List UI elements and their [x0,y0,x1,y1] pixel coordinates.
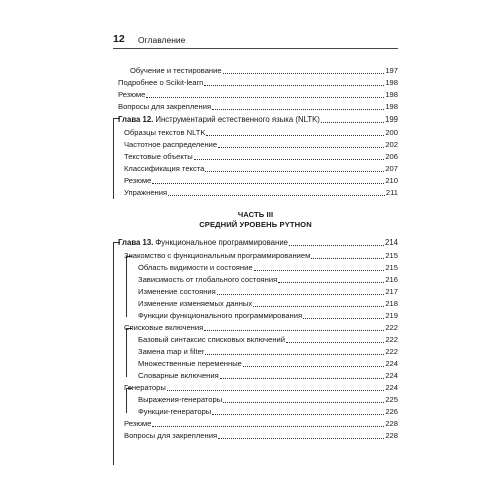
dot-leader [194,158,385,160]
dot-leader [223,401,384,403]
toc-entry-page: 215 [385,263,398,272]
part-label: ЧАСТЬ III [237,210,274,219]
dot-leader [204,329,384,331]
dot-leader [146,96,384,98]
toc-entry-page: 222 [385,335,398,344]
toc-entry[interactable] [124,186,398,199]
toc-entry-title: Функции-генераторы [138,407,212,416]
toc-entry-title: Знакомство с функциональным программированием [124,251,311,260]
toc-entry-title: Зависимость от глобального состояния [138,275,278,284]
toc-entry-page: 200 [385,128,398,137]
dot-leader [254,269,385,271]
dot-leader [212,108,384,110]
dot-leader [303,317,384,319]
toc-entry-page: 226 [385,407,398,416]
dot-leader [243,365,384,367]
toc-entry-title: Резюме [118,90,146,99]
chapter-bracket [113,242,120,465]
toc-entry-page: 224 [385,383,398,392]
toc-entry-page: 216 [385,275,398,284]
dot-leader [321,121,384,123]
chapter-label: Глава 13. [118,238,154,247]
toc-entry-title: Вопросы для закрепления [124,431,218,440]
toc-entry-title: Частотное распределение [124,140,218,149]
toc-entry-page: 228 [385,431,398,440]
dot-leader [212,413,384,415]
toc-entry-title: Генераторы [124,383,166,392]
dot-leader [253,305,384,307]
toc-entry-page: 224 [385,359,398,368]
dot-leader [152,182,384,184]
part-title: СРЕДНИЙ УРОВЕНЬ PYTHON [199,220,312,229]
toc-entry-title: Замена map и filter [138,347,205,356]
dot-leader [152,425,384,427]
toc-entry-page: 198 [385,90,398,99]
toc-entry-page: 207 [385,164,398,173]
toc-entry-page: 224 [385,371,398,380]
dot-leader [218,437,384,439]
toc-entry-title: Базовый синтаксис списковых включений [138,335,286,344]
toc-entry-title: Изменение состояния [138,287,216,296]
chapter-page: 199 [384,115,398,124]
toc-entry-title: Обучение и тестирование [130,66,222,75]
toc-entry-title: Подробнее о Scikit-learn [118,78,204,87]
toc-entry-page: 210 [385,176,398,185]
toc-entry-page: 225 [385,395,398,404]
dot-leader [168,194,385,196]
dot-leader [223,72,385,74]
toc-entry-title: Текстовые объекты [124,152,193,161]
toc-entry-page: 215 [385,251,398,260]
chapter-entry[interactable] [118,236,398,249]
toc-entry-page: 228 [385,419,398,428]
dot-leader [217,293,385,295]
toc-entry-page: 219 [385,311,398,320]
chapter-label: Глава 12. [118,115,154,124]
toc-entry-page: 198 [385,78,398,87]
dot-leader [311,257,384,259]
dot-leader [204,84,384,86]
chapter-page: 214 [384,238,398,247]
section-bracket [126,328,132,377]
running-title: Оглавление [138,35,186,45]
dot-leader [286,341,384,343]
chapter-title: Инструментарий естественного языка (NLTK) [155,115,320,124]
dot-leader [205,353,384,355]
dot-leader [278,281,384,283]
toc-entry-page: 222 [385,347,398,356]
toc-entry-page: 217 [385,287,398,296]
toc-entry[interactable] [124,429,398,442]
toc-entry-title: Выражения-генераторы [138,395,223,404]
section-bracket [126,256,132,317]
toc-entry-title: Классификация текста [124,164,205,173]
toc-entry-page: 202 [385,140,398,149]
dot-leader [289,244,384,246]
chapter-bracket [113,118,120,199]
toc-entry-page: 211 [385,188,398,197]
chapter-title: Функциональное программирование [155,238,289,247]
dot-leader [206,134,384,136]
toc-entry[interactable] [118,100,398,113]
toc-entry-page: 197 [385,66,398,75]
page-number: 12 [113,33,125,45]
toc-entry-title: Множественные переменные [138,359,242,368]
toc-entry-page: 218 [385,299,398,308]
toc-entry-title: Вопросы для закрепления [118,102,212,111]
toc-entry-page: 222 [385,323,398,332]
toc-entry-title: Функции функционального программирования [138,311,303,320]
toc-entry-title: Изменение изменяемых данных [138,299,253,308]
toc-entry-page: 206 [385,152,398,161]
chapter-entry[interactable] [118,113,398,126]
toc-entry-title: Списковые включения [124,323,204,332]
dot-leader [205,170,384,172]
toc-entry-title: Резюме [124,419,152,428]
toc-entry-title: Резюме [124,176,152,185]
toc-entry-page: 198 [385,102,398,111]
dot-leader [220,377,385,379]
dot-leader [167,389,385,391]
toc-entry-title: Упражнения [124,188,168,197]
toc-entry-title: Словарные включения [138,371,219,380]
dot-leader [218,146,384,148]
page-header [113,30,398,49]
toc-entry-title: Область видимости и состояние [138,263,253,272]
toc-entry-title: Образцы текстов NLTK [124,128,206,137]
